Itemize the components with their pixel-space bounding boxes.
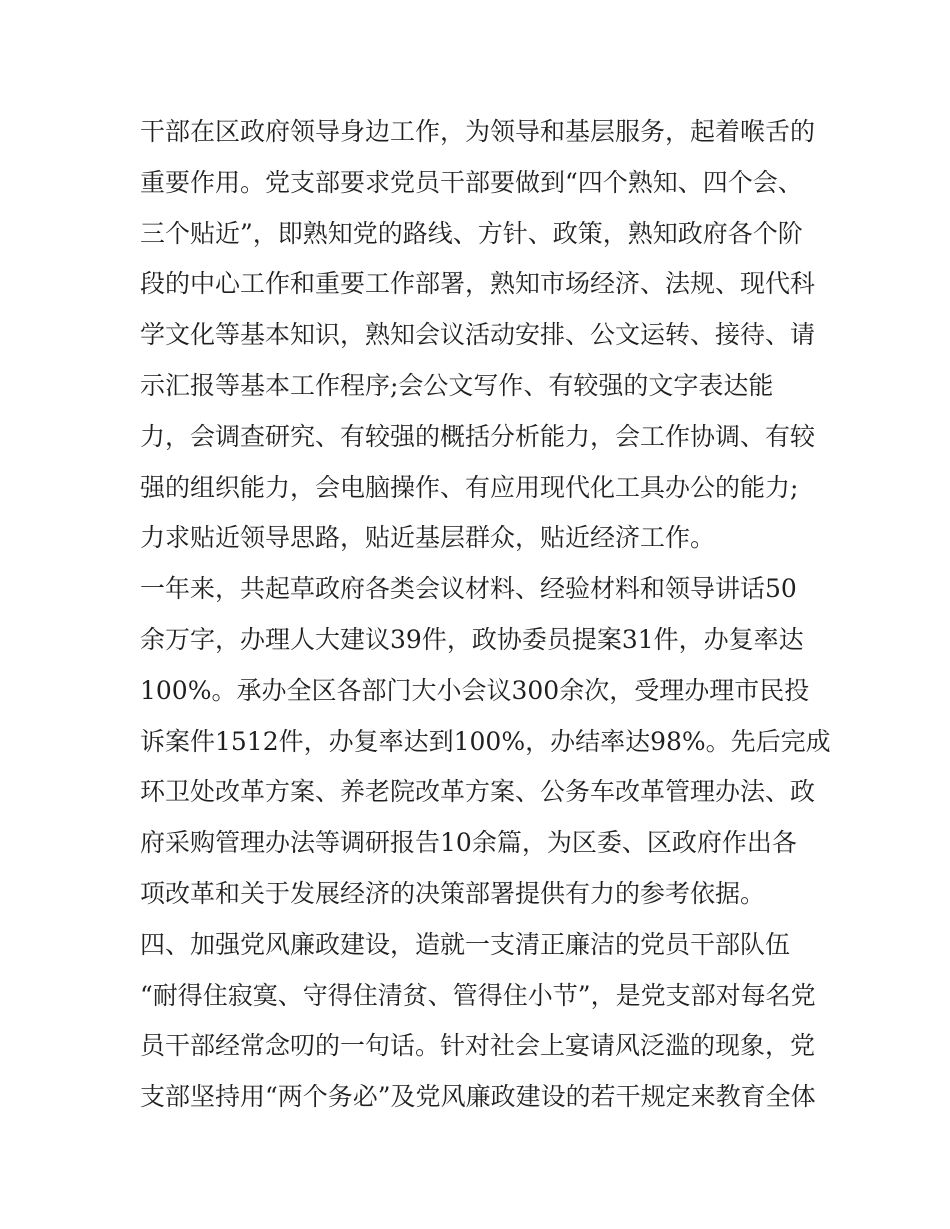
text-line: 项改革和关于发展经济的决策部署提供有力的参考依据。 [140,878,766,908]
text-line: 三个贴近”，即熟知党的路线、方针、政策，熟知政府各个阶 [140,218,803,248]
text-line: 府采购管理办法等调研报告10余篇，为区委、区政府作出各 [140,828,797,858]
text-line: 干部在区政府领导身边工作，为领导和基层服务，起着喉舌的 [140,117,816,146]
text-line: 段的中心工作和重要工作部署，熟知市场经济、法规、现代科 [140,269,816,299]
text-line: 100%。承办全区各部门大小会议300余次，受理办理市民投 [140,675,810,705]
text-line: 强的组织能力，会电脑操作、有应用现代化工具办公的能力; [140,472,799,502]
text-line: 员干部经常念叨的一句话。针对社会上宴请风泛滥的现象，党 [140,1031,816,1061]
text-line: 余万字，办理人大建议39件，政协委员提案31件，办复率达 [140,624,804,654]
text-line: “耐得住寂寞、守得住清贫、管得住小节”，是党支部对每名党 [140,980,816,1010]
text-line: 支部坚持用“两个务必”及党风廉政建设的若干规定来教育全体 [140,1082,816,1112]
text-line: 学文化等基本知识，熟知会议活动安排、公文运转、接待、请 [140,320,816,350]
text-line: 示汇报等基本工作程序;会公文写作、有较强的文字表达能 [140,370,774,400]
section-heading: 四、加强党风廉政建设，造就一支清正廉洁的党员干部队伍 [140,929,791,959]
text-line: 力求贴近领导思路，贴近基层群众，贴近经济工作。 [140,523,716,553]
text-line: 环卫处改革方案、养老院改革方案、公务车改革管理办法、政 [140,777,816,807]
text-line: 力，会调查研究、有较强的概括分析能力，会工作协调、有较 [140,421,816,451]
text-line: 重要作用。党支部要求党员干部要做到“四个熟知、四个会、 [140,167,803,197]
document-body [140,107,831,1123]
text-line: 诉案件1512件，办复率达到100%，办结率达98%。先后完成 [140,726,831,756]
text-line: 一年来，共起草政府各类会议材料、经验材料和领导讲话50 [140,574,797,604]
